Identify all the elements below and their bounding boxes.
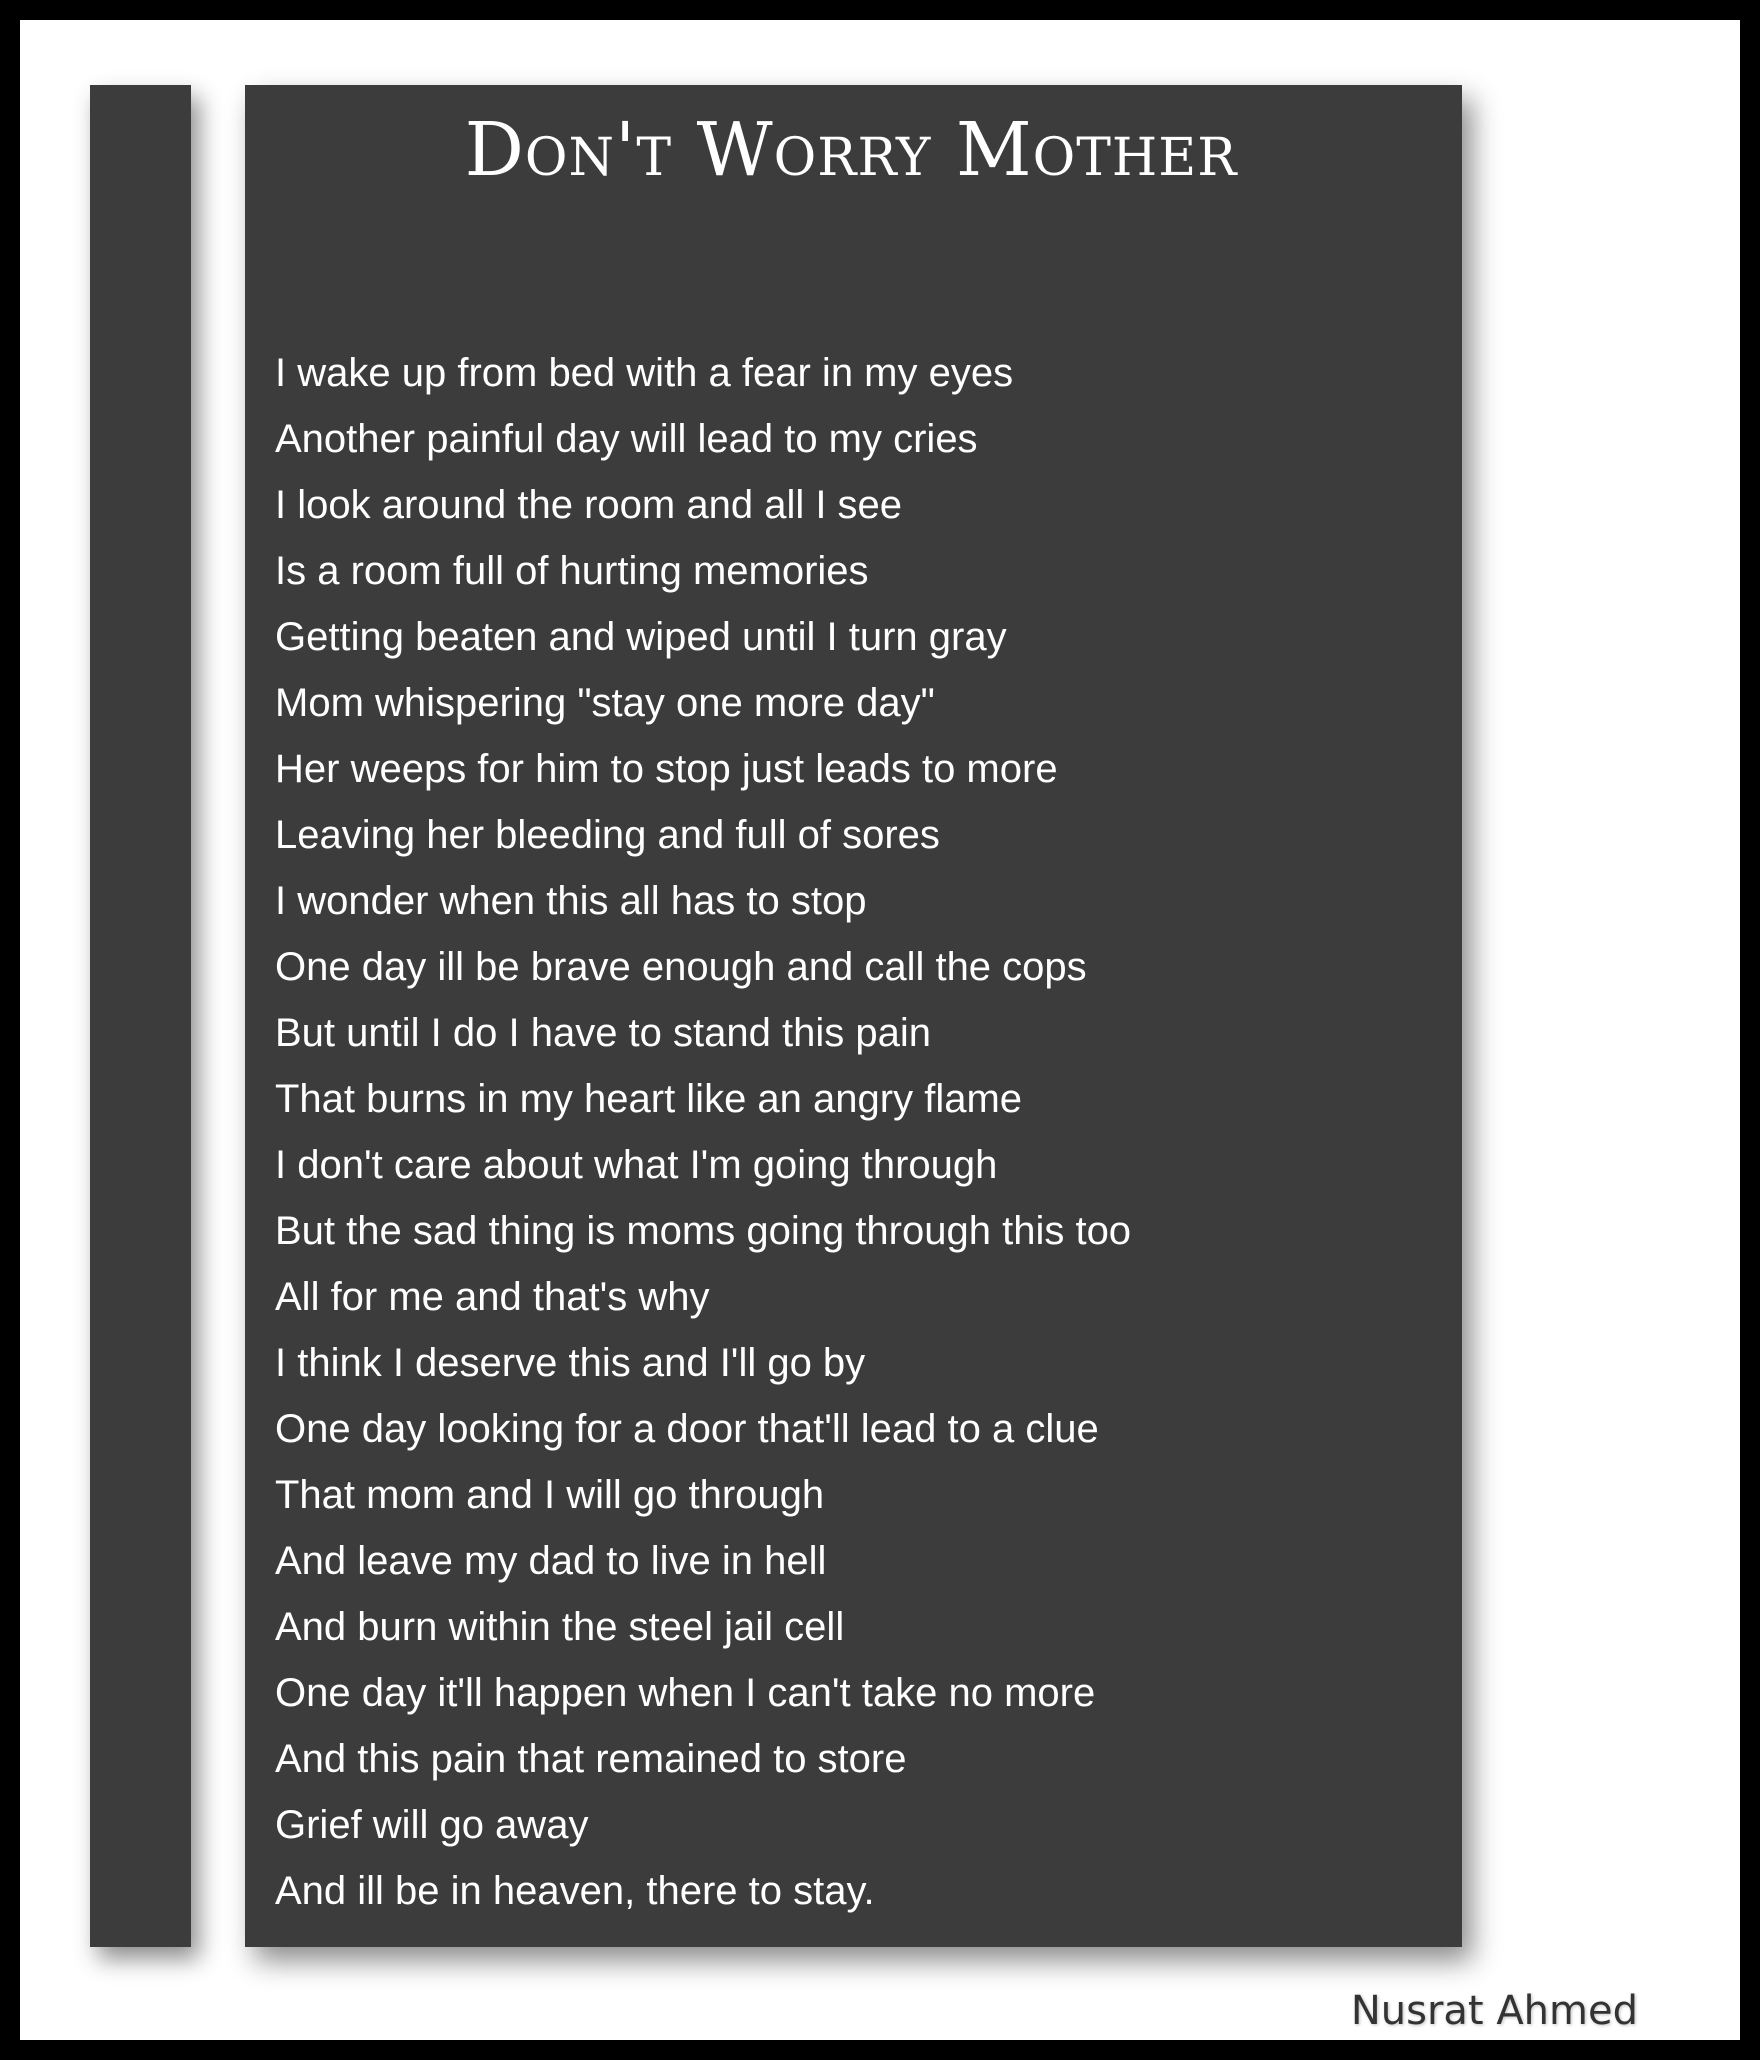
poem-line: I wake up from bed with a fear in my eyes bbox=[275, 351, 1014, 395]
poem-line: All for me and that's why bbox=[275, 1275, 710, 1319]
poem-line: That burns in my heart like an angry flame bbox=[275, 1077, 1023, 1121]
poem-card bbox=[245, 85, 1462, 1947]
poem-line: Leaving her bleeding and full of sores bbox=[275, 813, 940, 857]
poem-line: I wonder when this all has to stop bbox=[275, 879, 867, 923]
poem-line: And this pain that remained to store bbox=[275, 1737, 907, 1781]
poem-lines bbox=[275, 340, 1131, 1924]
poem-line: Her weeps for him to stop just leads to more bbox=[275, 747, 1058, 791]
poem-line: And burn within the steel jail cell bbox=[275, 1605, 845, 1649]
poem-line: But until I do I have to stand this pain bbox=[275, 1011, 931, 1055]
side-decorative-bar bbox=[90, 85, 191, 1947]
poem-line: Grief will go away bbox=[275, 1803, 589, 1847]
poem-line: Getting beaten and wiped until I turn gray bbox=[275, 615, 1007, 659]
page-frame bbox=[20, 20, 1740, 2040]
poem-line: That mom and I will go through bbox=[275, 1473, 825, 1517]
poem-line: One day looking for a door that'll lead to a clue bbox=[275, 1407, 1099, 1451]
poem-line: I think I deserve this and I'll go by bbox=[275, 1341, 866, 1385]
poem-line: Is a room full of hurting memories bbox=[275, 549, 869, 593]
poem-line: Mom whispering "stay one more day" bbox=[275, 681, 935, 725]
author-signature: Nusrat Ahmed bbox=[1350, 1988, 1638, 2034]
poem-line: One day it'll happen when I can't take no more bbox=[275, 1671, 1096, 1715]
poem-line: And ill be in heaven, there to stay. bbox=[275, 1869, 875, 1913]
poem-title: Don't Worry Mother bbox=[464, 107, 1238, 193]
poem-line: One day ill be brave enough and call the cops bbox=[275, 945, 1087, 989]
poem-line: And leave my dad to live in hell bbox=[275, 1539, 827, 1583]
poem-line: I don't care about what I'm going through bbox=[275, 1143, 998, 1187]
poem-line: I look around the room and all I see bbox=[275, 483, 903, 527]
poem-line: Another painful day will lead to my cries bbox=[275, 417, 978, 461]
poem-line: But the sad thing is moms going through this too bbox=[275, 1209, 1132, 1253]
